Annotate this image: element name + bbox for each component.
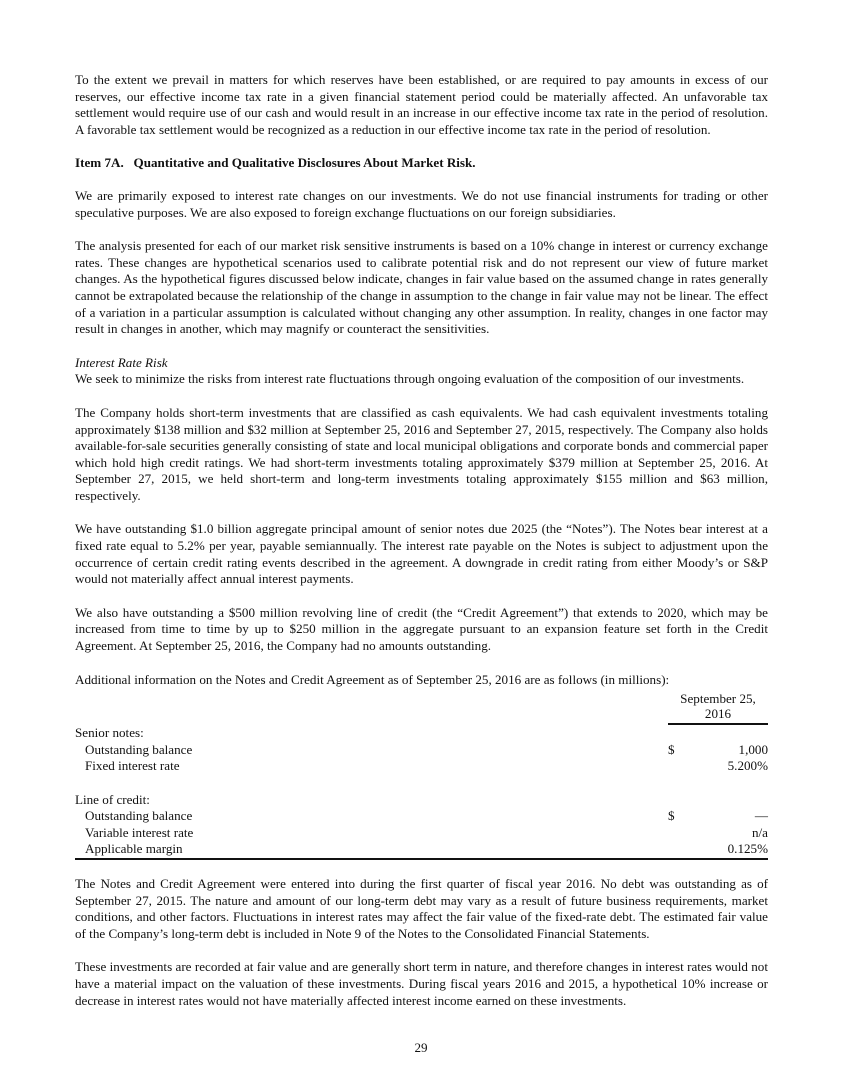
table-row	[75, 758, 768, 775]
subheading-interest-rate-risk: Interest Rate Risk	[75, 354, 168, 370]
table-row	[75, 841, 768, 859]
paragraph-sensitivity-analysis: The analysis presented for each of our market risk sensitive instruments is based on a 10% change in interest or currency exchange rates. These changes are hypothetical scenarios used to calibrate potential risk and do not represent our view of future market changes. As the hypothetical figures discussed below indicate, changes in fair value based on the assumed change in rates generally cannot be extrapolated because the relationship of the change in assumption to the change in fair value may not be linear. The effect of a variation in a particular assumption is calculated without changing any other assumption. In reality, changes in one factor may result in changes in another, which may magnify or counteract the sensitivities.	[75, 238, 768, 337]
paragraph-exposure: We are primarily exposed to interest rate changes on our investments. We do not use financial instruments for trading or other speculative purposes. We are also exposed to foreign exchange fluctuations on our foreign subsidiaries.	[75, 187, 768, 220]
applicable-margin-label: Applicable margin	[75, 841, 668, 859]
senior-notes-outstanding-value: 1,000	[738, 741, 768, 757]
document-page	[75, 72, 768, 1009]
fixed-rate-label: Fixed interest rate	[85, 758, 180, 774]
credit-outstanding-label: Outstanding balance	[85, 808, 193, 824]
table-row	[75, 724, 768, 741]
senior-notes-heading: Senior notes:	[75, 725, 144, 741]
paragraph-additional-info: Additional information on the Notes and Credit Agreement as of September 25, 2016 are as follows (in millions):	[75, 671, 670, 687]
paragraph-tax-settlement: To the extent we prevail in matters for which reserves have been established, or are required to pay amounts in excess of our reserves, our effective income tax rate in a given financial statement period could be materially affected. An unfavorable tax settlement would require use of our cash and would result in an increase in our effective income tax rate in the period of resolution. A favorable tax settlement would be recognized as a reduction in our effective income tax rate in the period of resolution.	[75, 72, 768, 137]
table-row	[75, 808, 768, 825]
column-header-date: September 25, 2016	[668, 692, 768, 724]
senior-notes-outstanding-label: Outstanding balance	[85, 741, 193, 757]
debt-table	[75, 692, 768, 860]
section-heading-item-7a: Item 7A. Quantitative and Qualitative Disclosures About Market Risk.	[75, 155, 476, 171]
table-row	[75, 792, 768, 809]
variable-rate-value: n/a	[752, 824, 768, 840]
paragraph-investments: The Company holds short-term investments that are classified as cash equivalents. We had cash equivalent investments totaling approximately $138 million and $32 million at September 25, 2016 and September 27, 2015, respectively. The Company also holds available-for-sale securities generally consisting of state and local municipal obligations and corporate bonds and commercial paper which hold high credit ratings. We had short-term investments totaling approximately $379 million at September 25, 2016. At September 27, 2015, we held short-term and long-term investments totaling approximately $155 million and $63 million, respectively.	[75, 404, 768, 503]
table-row	[75, 742, 768, 759]
paragraph-fair-value: These investments are recorded at fair value and are generally short term in nature, and therefore changes in interest rates would not have a material impact on the valuation of these investments. During fiscal years 2016 and 2015, a hypothetical 10% increase or decrease in interest rates would not have materially affected interest income earned on these investments.	[75, 959, 768, 1008]
fixed-rate-value: 5.200%	[727, 758, 768, 774]
paragraph-notes-entered: The Notes and Credit Agreement were entered into during the first quarter of fiscal year 2016. No debt was outstanding as of September 27, 2015. The nature and amount of our long-term debt may vary as a result of future business requirements, market conditions, and other factors. Fluctuations in interest rates may affect the fair value of the fixed-rate debt. The estimated fair value of the Company’s long-term debt is included in Note 9 of the Notes to the Consolidated Financial Statements.	[75, 875, 768, 941]
currency-symbol: $	[668, 808, 675, 824]
page-number: 29	[414, 1040, 428, 1055]
variable-rate-label: Variable interest rate	[85, 824, 194, 840]
paragraph-minimize-risk: We seek to minimize the risks from interest rate fluctuations through ongoing evaluation of the composition of our investments.	[75, 371, 745, 387]
applicable-margin-value: 0.125%	[682, 841, 768, 859]
table-row	[75, 825, 768, 842]
credit-outstanding-value: —	[754, 808, 768, 824]
currency-symbol: $	[668, 741, 675, 757]
line-of-credit-heading: Line of credit:	[75, 791, 150, 807]
paragraph-senior-notes: We have outstanding $1.0 billion aggregate principal amount of senior notes due 2025 (the “Notes”). The Notes bear interest at a fixed rate equal to 5.2% per year, payable semiannually. The interest rate payable on the Notes is subject to adjustment upon the occurrence of certain credit rating events described in the agreement. A downgrade in credit rating from either Moody’s or S&P would not materially affect annual interest payments.	[75, 521, 768, 587]
table-header-row	[75, 692, 768, 724]
paragraph-credit-agreement: We also have outstanding a $500 million revolving line of credit (the “Credit Agreement”) that extends to 2020, which may be increased from time to time by up to $250 million in the aggregate pursuant to an expansion feature set forth in the Credit Agreement. At September 25, 2016, the Company had no amounts outstanding.	[75, 604, 768, 654]
